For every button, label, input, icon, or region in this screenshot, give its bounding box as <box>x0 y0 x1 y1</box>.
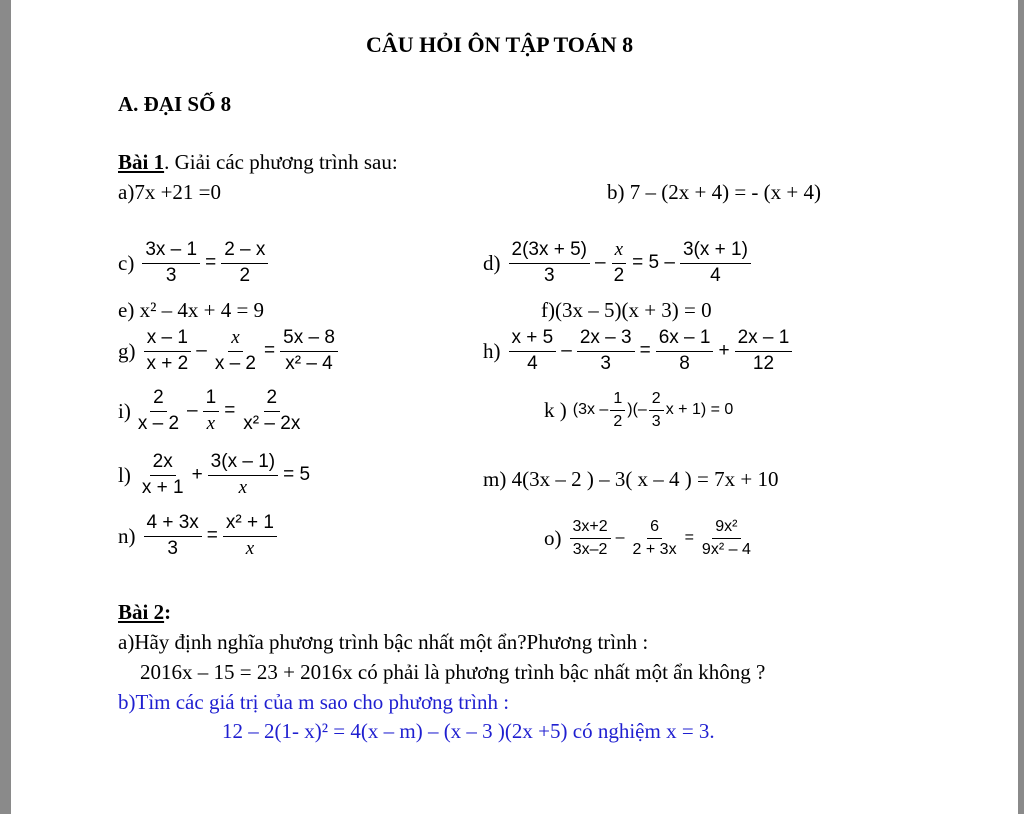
fraction <box>509 328 557 375</box>
denominator: x <box>206 412 216 434</box>
document-page <box>11 0 1018 814</box>
exercise-1-label: Bài 1 <box>118 150 165 174</box>
equation-n: n) $\frac{4 + 3x}{3}$ = $\frac{\text{x² + 1}}{x}$ <box>118 513 279 560</box>
numerator: 2x – 3 <box>577 328 635 352</box>
numerator: 4 + 3x <box>144 513 202 537</box>
equation-l: l) $\frac{2x}{x + 1}$ + $\frac{3(x - 1)}{x}$ = 5 <box>118 451 311 498</box>
fraction <box>240 388 303 435</box>
equation-d: d) $\frac{2(3x + 5)}{3}$ – $\frac{x}{2}$ = 5 – $\frac{3(x + 1)}{4}$ <box>483 240 753 287</box>
exercise-1-heading <box>118 150 398 175</box>
equation-m: m) 4(3x – 2 ) – 3( x – 4 ) = 7x + 10 <box>483 467 779 491</box>
numerator: 2(3x + 5) <box>509 240 591 264</box>
fraction <box>280 328 338 375</box>
denominator: 12 <box>752 352 775 374</box>
numerator: 6 <box>647 518 662 539</box>
fraction <box>223 513 277 560</box>
fraction <box>630 518 680 558</box>
section-heading-algebra: A. ĐẠI SỐ 8 <box>118 92 232 116</box>
equation-e: e) x² – 4x + 4 = 9 <box>118 298 265 322</box>
denominator: 3 <box>167 537 178 559</box>
denominator: 2 <box>613 264 625 286</box>
equation-h: h) $\frac{x + 5}{4}$ – $\frac{2x - 3}{3}$ = $\frac{6x - 1}{8}$ + $\frac{2x - 1}{12}$ <box>483 328 794 375</box>
equation-l-end: = 5 <box>283 464 311 486</box>
equation-o: o) $\frac{3x+2}{3x-2}$ – $\frac{6}{2 + 3x}$ = $\frac{\text{9x²}}{\text{9x² – 4}}$ <box>544 518 756 558</box>
fraction <box>680 240 751 287</box>
denominator: 3 <box>165 264 177 286</box>
numerator: 2x <box>150 452 176 476</box>
fraction <box>144 513 202 560</box>
denominator: x + 1 <box>141 476 184 498</box>
equation-i: i) $\frac{2}{x - 2}$ – $\frac{1}{x}$ = $\frac{2}{\text{x² – 2x}}$ <box>118 388 305 435</box>
fraction <box>611 240 628 287</box>
exercise-2b-line-2: 12 – 2(1- x)² = 4(x – m) – (x – 3 )(2x +5) có nghiệm x = 3. <box>222 719 715 743</box>
fraction <box>570 518 611 558</box>
numerator: x <box>228 328 242 352</box>
numerator: 3(x + 1) <box>680 240 751 264</box>
fraction <box>208 452 278 499</box>
numerator: x + 5 <box>509 328 557 352</box>
fraction <box>610 390 625 430</box>
numerator: 2 – x <box>221 240 268 264</box>
exercise-2-colon: : <box>164 600 172 624</box>
equation-k <box>544 390 733 430</box>
equation-g: g) $\frac{x - 1}{x + 2}$ – $\frac{x}{x - 2}$ = $\frac{5x - 8}{\text{x² – 4}}$ <box>118 328 340 375</box>
numerator: x² + 1 <box>223 513 277 537</box>
equation-d-label: d) <box>483 250 501 275</box>
exercise-2-heading <box>118 600 171 625</box>
exercise-2b-line-1: b)Tìm các giá trị của m sao cho phương trình : <box>118 690 510 714</box>
equation-c-label: c) <box>118 250 135 275</box>
equation-g-label: g) <box>118 338 136 363</box>
fraction <box>656 328 714 375</box>
numerator: 2 <box>264 388 281 412</box>
denominator: 4 <box>527 352 538 374</box>
numerator: 2x – 1 <box>735 328 793 352</box>
fraction <box>139 452 187 499</box>
equation-l-label: l) <box>118 462 131 487</box>
denominator: 4 <box>710 264 721 286</box>
exercise-2a-line-2: 2016x – 15 = 23 + 2016x có phải là phương trình bậc nhất một ẩn không ? <box>140 660 766 684</box>
numerator: 3x – 1 <box>142 240 200 264</box>
denominator: 2 <box>613 412 623 430</box>
denominator: x <box>245 537 255 559</box>
equation-c: c) $\frac{3x - 1}{3}$ = $\frac{2 - x}{2}$ <box>118 240 270 287</box>
equation-f: f)(3x – 5)(x + 3) = 0 <box>541 298 712 322</box>
denominator: 3 <box>543 264 555 286</box>
fraction <box>735 328 793 375</box>
equation-k-part-3: x + 1) = 0 <box>665 401 734 419</box>
equation-d-middle: = 5 – <box>632 252 675 274</box>
equation-k-part-2: )(– <box>627 401 647 419</box>
fraction <box>649 390 664 430</box>
denominator: 2 + 3x <box>632 540 677 558</box>
denominator: x² – 2x <box>243 412 301 434</box>
equation-k-part-1: (3x – <box>572 401 609 419</box>
window-frame-right <box>1018 0 1024 814</box>
fraction <box>577 328 635 375</box>
denominator: x + 2 <box>146 352 189 374</box>
document-title: CÂU HỎI ÔN TẬP TOÁN 8 <box>366 32 634 57</box>
denominator: 2 <box>239 264 251 286</box>
equation-o-label: o) <box>544 525 562 550</box>
denominator: 9x² – 4 <box>701 540 751 558</box>
denominator: 3 <box>651 412 661 430</box>
denominator: x <box>238 476 248 498</box>
numerator: 2 <box>649 390 664 411</box>
numerator: 9x² <box>712 518 740 539</box>
equation-n-label: n) <box>118 523 136 548</box>
denominator: 3 <box>600 352 611 374</box>
fraction <box>135 388 182 435</box>
numerator: 3(x – 1) <box>208 452 278 476</box>
numerator: 5x – 8 <box>280 328 338 352</box>
numerator: x <box>612 240 626 264</box>
denominator: 3x–2 <box>572 540 608 558</box>
denominator: x² – 4 <box>285 352 333 374</box>
window-frame-left <box>0 0 11 814</box>
equation-a: a)7x +21 =0 <box>118 180 222 204</box>
denominator: 8 <box>679 352 690 374</box>
numerator: 6x – 1 <box>656 328 714 352</box>
equation-i-label: i) <box>118 398 131 423</box>
numerator: 3x+2 <box>570 518 611 539</box>
numerator: 1 <box>610 390 625 411</box>
denominator: x – 2 <box>214 352 257 374</box>
numerator: 2 <box>150 388 167 412</box>
fraction <box>509 240 591 287</box>
equation-k-label: k ) <box>544 397 567 422</box>
fraction <box>212 328 259 375</box>
equation-h-label: h) <box>483 338 501 363</box>
numerator: 1 <box>203 388 220 412</box>
exercise-2-label: Bài 2 <box>118 600 165 624</box>
exercise-1-instruction: . Giải các phương trình sau: <box>164 150 398 174</box>
denominator: x – 2 <box>137 412 180 434</box>
exercise-2a-line-1: a)Hãy định nghĩa phương trình bậc nhất một ẩn?Phương trình : <box>118 630 649 654</box>
fraction <box>144 328 192 375</box>
fraction <box>221 240 268 287</box>
equation-b: b) 7 – (2x + 4) = - (x + 4) <box>607 180 821 204</box>
fraction <box>203 388 220 435</box>
numerator: x – 1 <box>144 328 191 352</box>
fraction <box>699 518 754 558</box>
fraction <box>142 240 200 287</box>
